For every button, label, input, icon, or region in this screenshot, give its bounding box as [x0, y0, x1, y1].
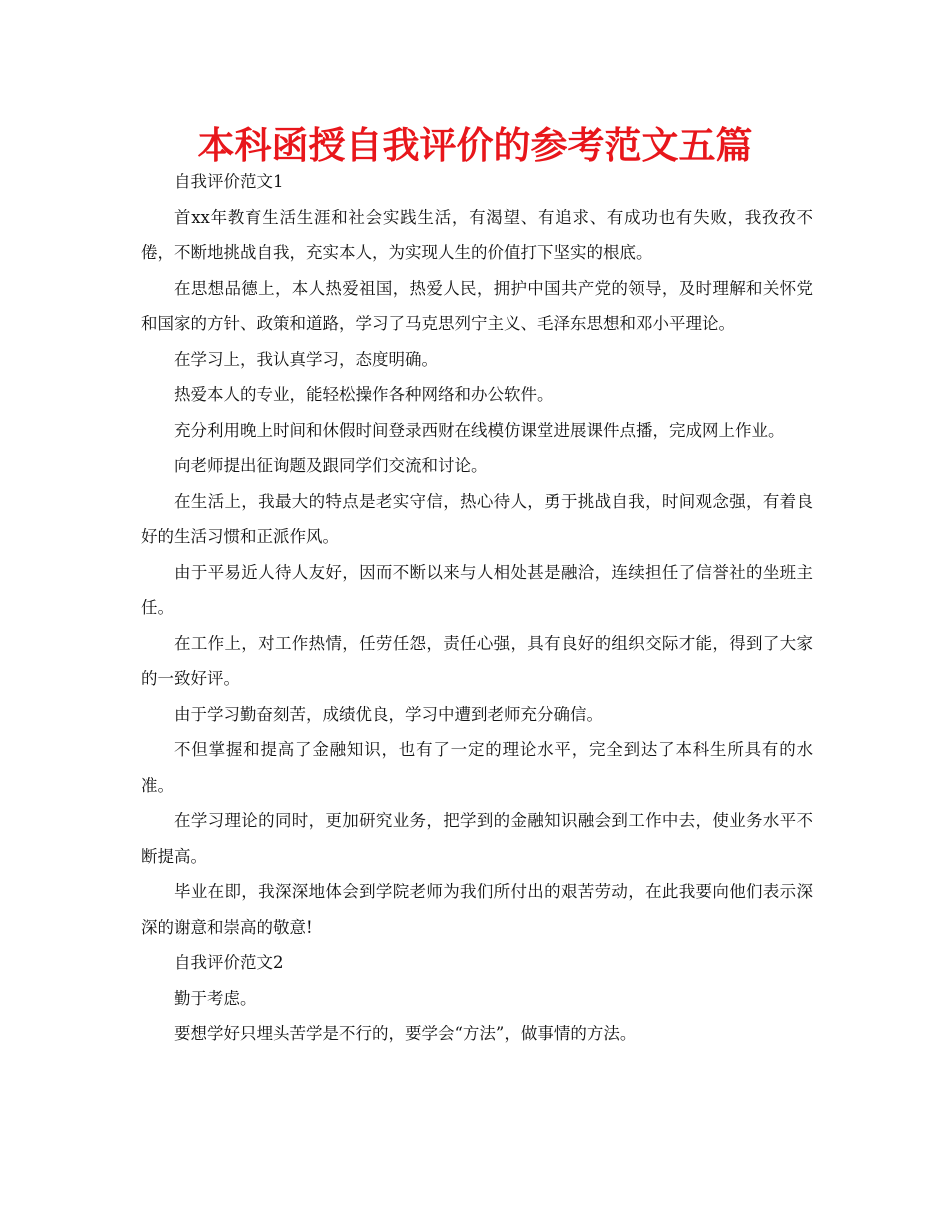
document-title: 本科函授自我评价的参考范文五篇	[197, 124, 753, 167]
document-body	[141, 164, 813, 1052]
body-paragraph: 由于平易近人待人友好，因而不断以来与人相处甚是融洽，连续担任了信誉社的坐班主任。	[141, 562, 813, 617]
body-paragraph: 首xx年教育生活生涯和社会实践生活，有渴望、有追求、有成功也有失败，我孜孜不倦，不断地挑战自我，充实本人，为实现人生的价值打下坚实的根底。	[141, 207, 813, 262]
body-paragraph: 在生活上，我最大的特点是老实守信，热心待人，勇于挑战自我，时间观念强，有着良好的生活习惯和正派作风。	[141, 491, 813, 546]
body-paragraph: 充分利用晚上时间和休假时间登录西财在线模仿课堂进展课件点播，完成网上作业。	[174, 420, 785, 440]
body-paragraph: 热爱本人的专业，能轻松操作各种网络和办公软件。	[174, 385, 554, 404]
body-paragraph: 毕业在即，我深深地体会到学院老师为我们所付出的艰苦劳动，在此我要向他们表示深深的谢意和崇高的敬意!	[141, 882, 813, 937]
body-paragraph: 在学习理论的同时，更加研究业务，把学到的金融知识融会到工作中去，使业务水平不断提高。	[141, 811, 813, 866]
body-paragraph: 勤于考虑。	[174, 988, 257, 1008]
body-paragraph: 由于学习勤奋刻苦，成绩优良，学习中遭到老师充分确信。	[174, 704, 603, 724]
body-paragraph: 在学习上，我认真学习，态度明确。	[174, 349, 438, 369]
section-heading: 自我评价范文1	[174, 172, 284, 191]
section-heading: 自我评价范文2	[174, 953, 284, 972]
body-paragraph: 在工作上，对工作热情，任劳任怨，责任心强，具有良好的组织交际才能，得到了大家的一致好评。	[141, 633, 813, 688]
body-paragraph: 向老师提出征询题及跟同学们交流和讨论。	[174, 456, 488, 475]
body-paragraph: 不但掌握和提高了金融知识，也有了一定的理论水平，完全到达了本科生所具有的水准。	[141, 740, 813, 795]
body-paragraph: 要想学好只埋头苦学是不行的，要学会“方法”，做事情的方法。	[174, 1024, 637, 1043]
body-paragraph: 在思想品德上，本人热爱祖国，热爱人民，拥护中国共产党的领导，及时理解和关怀党和国家的方针、政策和道路，学习了马克思列宁主义、毛泽东思想和邓小平理论。	[141, 278, 813, 333]
